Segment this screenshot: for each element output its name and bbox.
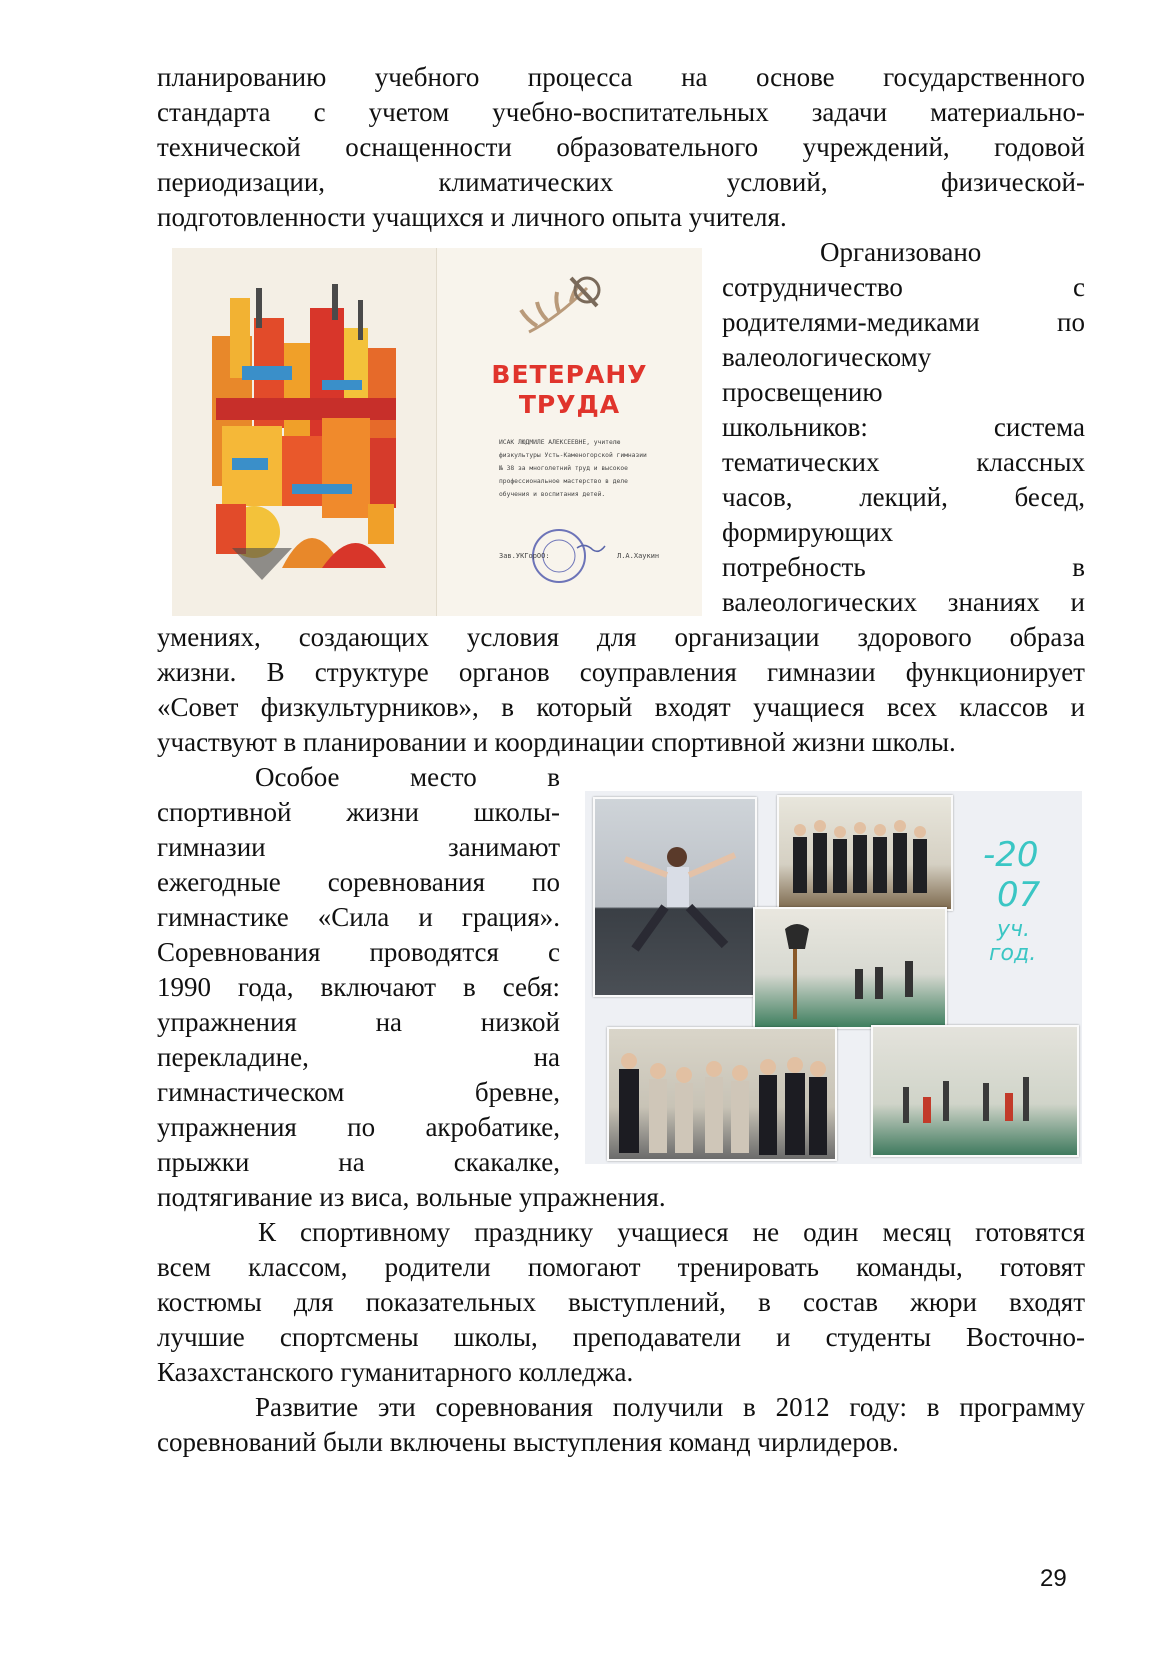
text-line: валеологических знаниях и bbox=[722, 587, 1085, 617]
page-number: 29 bbox=[1040, 1565, 1067, 1592]
text-line: костюмы для показательных выступлений, в состав жюри входят bbox=[157, 1287, 1085, 1317]
text-line: планированию учебного процесса на основе государственного bbox=[157, 62, 1085, 92]
text-line: часов, лекций, бесед, bbox=[722, 482, 1085, 512]
certificate-signature-label: Зав.УКГорОО: bbox=[499, 552, 550, 560]
text-line: технической оснащенности образовательного учреждений, годовой bbox=[157, 132, 1085, 162]
text-line: прыжки на скакалке, bbox=[157, 1147, 560, 1177]
text-line: периодизации, климатических условий, физической- bbox=[157, 167, 1085, 197]
text-line: упражнения на низкой bbox=[157, 1007, 560, 1037]
certificate-title-line1: ВЕТЕРАНУ bbox=[491, 360, 648, 389]
text-line: ежегодные соревнования по bbox=[157, 867, 560, 897]
team-group-photo bbox=[777, 795, 953, 911]
certificate-signature-name: Л.А.Хаукин bbox=[617, 552, 660, 560]
text-line: перекладине, на bbox=[157, 1042, 560, 1072]
handwritten-abbr-2: год. bbox=[989, 941, 1037, 966]
text-line: Соревнования проводятся с bbox=[157, 937, 560, 967]
hammer-sickle-emblem-icon bbox=[437, 248, 702, 616]
text-line: «Совет физкультурников», в который входят учащиеся всех классов и bbox=[157, 692, 1085, 722]
industrial-city-illustration bbox=[172, 248, 436, 616]
text-line: подтягивание из виса, вольные упражнения. bbox=[157, 1182, 666, 1212]
certificate-inner-page bbox=[437, 248, 702, 616]
text-line: гимнастическом бревне, bbox=[157, 1077, 560, 1107]
text-line: спортивной жизни школы- bbox=[157, 797, 560, 827]
text-line: стандарта с учетом учебно-воспитательных задачи материально- bbox=[157, 97, 1085, 127]
text-line: участвуют в планировании и координации спортивной жизни школы. bbox=[157, 727, 956, 757]
text-line: 1990 года, включают в себя: bbox=[157, 972, 560, 1002]
gymnast-split-photo bbox=[593, 797, 757, 997]
award-group-photo bbox=[607, 1027, 837, 1161]
text-line: школьников: система bbox=[722, 412, 1085, 442]
team-figures bbox=[779, 797, 951, 909]
text-line: Казахстанского гуманитарного колледжа. bbox=[157, 1357, 634, 1387]
text-line: гимназии занимают bbox=[157, 832, 560, 862]
text-line: всем классом, родители помогают тренировать команды, готовят bbox=[157, 1252, 1085, 1282]
text-line: гимнастике «Сила и грация». bbox=[157, 902, 560, 932]
text-line: Особое место в bbox=[255, 762, 560, 792]
handwritten-year-top: -20 bbox=[983, 835, 1039, 875]
gym-hall-scene bbox=[755, 909, 945, 1027]
certificate-title-line2: ТРУДА bbox=[518, 390, 621, 419]
text-line: просвещению bbox=[722, 377, 883, 407]
veteran-certificate-image bbox=[172, 248, 702, 616]
text-line: сотрудничество с bbox=[722, 272, 1085, 302]
gym-exercise-scene bbox=[873, 1027, 1077, 1155]
text-line: тематических классных bbox=[722, 447, 1085, 477]
text-line: подготовленности учащихся и личного опыта учителя. bbox=[157, 202, 787, 232]
gymnastics-photo-collage bbox=[585, 791, 1082, 1164]
certificate-body-text: ИСАК ЛЮДМИЛЕ АЛЕКСЕЕВНЕ, учителю физкультуры Усть-Каменогорской гимназии № 38 за многолетний труд и высокое профессиональное мастерство в деле обучения и воспитания детей. bbox=[499, 439, 647, 498]
text-line: упражнения по акробатике, bbox=[157, 1112, 560, 1142]
text-line: соревнований были включены выступления команд чирлидеров. bbox=[157, 1427, 899, 1457]
text-line: формирующих bbox=[722, 517, 894, 547]
text-line: валеологическому bbox=[722, 342, 932, 372]
gym-hall-photo bbox=[753, 907, 947, 1029]
award-group-figures bbox=[609, 1029, 835, 1159]
certificate-cover-illustration bbox=[172, 248, 437, 616]
handwritten-abbr-1: уч. bbox=[997, 917, 1031, 942]
text-line: родителями-медиками по bbox=[722, 307, 1085, 337]
text-line: Развитие эти соревнования получили в 2012 году: в программу bbox=[255, 1392, 1085, 1422]
text-line: К спортивному празднику учащиеся не один месяц готовятся bbox=[258, 1217, 1085, 1247]
text-line: жизни. В структуре органов соуправления гимназии функционирует bbox=[157, 657, 1085, 687]
gymnast-figure bbox=[595, 799, 755, 995]
gym-exercise-photo bbox=[871, 1025, 1079, 1157]
text-line: потребность в bbox=[722, 552, 1085, 582]
text-line: Организовано bbox=[820, 237, 982, 267]
handwritten-year-bottom: 07 bbox=[997, 875, 1041, 915]
text-line: лучшие спортсмены школы, преподаватели и студенты Восточно- bbox=[157, 1322, 1085, 1352]
text-line: умениях, создающих условия для организации здорового образа bbox=[157, 622, 1085, 652]
